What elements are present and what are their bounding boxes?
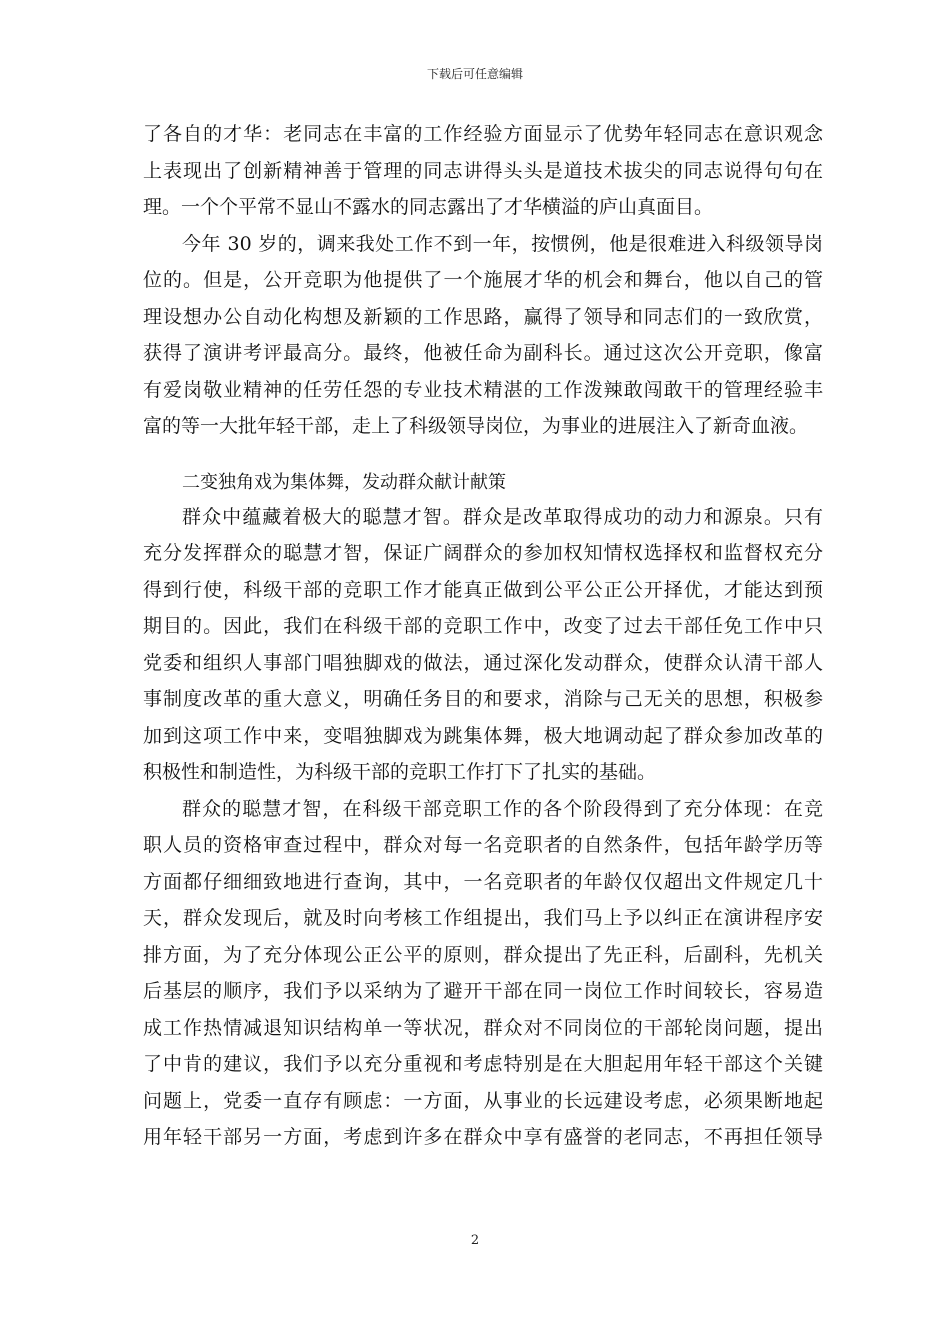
page-header: 下载后可任意编辑 — [426, 67, 523, 81]
paragraph-line: 今年 30 岁的，调来我处工作不到一年，按惯例，他是很难进入科级领导岗 — [182, 232, 823, 255]
paragraph-line: 期目的。因此，我们在科级干部的竞职工作中，改变了过去干部任免工作中只 — [143, 615, 823, 637]
paragraph-line: 问题上，党委一直存有顾虑：一方面，从事业的长远建设考虑，必须果断地起 — [143, 1089, 823, 1112]
paragraph-line: 用年轻干部另一方面，考虑到许多在群众中享有盛誉的老同志，不再担任领导 — [143, 1126, 823, 1148]
paragraph-line: 方面都仔细细致地进行查询，其中，一名竞职者的年龄仅仅超出文件规定几十 — [143, 870, 823, 893]
paragraph-line: 位的。但是，公开竞职为他提供了一个施展才华的机会和舞台，他以自己的管 — [143, 269, 823, 291]
paragraph-line: 理设想办公自动化构想及新颖的工作思路，赢得了领导和同志们的一致欣赏， — [143, 305, 823, 328]
paragraph-line: 得到行使，科级干部的竞职工作才能真正做到公平公正公开择优，才能达到预 — [143, 578, 823, 601]
paragraph-spacer — [143, 445, 823, 467]
paragraph-line: 党委和组织人事部门唱独脚戏的做法，通过深化发动群众，使群众认清干部人 — [143, 651, 823, 674]
paragraph-line: 上表现出了创新精神善于管理的同志讲得头头是道技术拔尖的同志说得句句在 — [143, 159, 823, 182]
paragraph-line: 后基层的顺序，我们予以采纳为了避开干部在同一岗位工作时间较长，容易造 — [143, 980, 823, 1002]
paragraph-line: 事制度改革的重大意义，明确任务目的和要求，消除与己无关的思想，积极参 — [143, 688, 823, 710]
document-body — [143, 116, 823, 1156]
paragraph-line: 了各自的才华：老同志在丰富的工作经验方面显示了优势年轻同志在意识观念 — [143, 123, 823, 145]
paragraph-line: 职人员的资格审查过程中，群众对每一名竞职者的自然条件，包括年龄学历等 — [143, 834, 823, 856]
paragraph-line: 排方面，为了充分体现公正公平的原则，群众提出了先正科，后副科，先机关 — [143, 943, 823, 966]
paragraph-line: 积极性和制造性，为科级干部的竞职工作打下了扎实的基础。 — [143, 761, 657, 783]
paragraph-3 — [143, 499, 823, 791]
paragraph-line: 充分发挥群众的聪慧才智，保证广阔群众的参加权知情权选择权和监督权充分 — [143, 542, 823, 564]
paragraph-line: 天，群众发现后，就及时向考核工作组提出，我们马上予以纠正在演讲程序安 — [143, 907, 823, 929]
paragraph-line: 富的等一大批年轻干部，走上了科级领导岗位，为事业的进展注入了新奇血液。 — [143, 415, 809, 437]
paragraph-1 — [143, 116, 823, 226]
paragraph-4 — [143, 791, 823, 1156]
paragraph-2 — [143, 226, 823, 445]
paragraph-line: 成工作热情减退知识结构单一等状况，群众对不同岗位的干部轮岗问题，提出 — [143, 1016, 823, 1039]
paragraph-line: 群众的聪慧才智，在科级干部竞职工作的各个阶段得到了充分体现：在竞 — [182, 797, 823, 820]
paragraph-line: 有爱岗敬业精神的任劳任怨的专业技术精湛的工作泼辣敢闯敢干的管理经验丰 — [143, 378, 823, 401]
page-number: 2 — [470, 1233, 480, 1248]
paragraph-line: 理。一个个平常不显山不露水的同志露出了才华横溢的庐山真面目。 — [143, 196, 714, 218]
paragraph-line: 了中肯的建议，我们予以充分重视和考虑特别是在大胆起用年轻干部这个关键 — [143, 1053, 823, 1075]
section-heading: 二变独角戏为集体舞，发动群众献计献策 — [182, 471, 506, 493]
paragraph-line: 获得了演讲考评最高分。最终，他被任命为副科长。通过这次公开竞职，像富 — [143, 342, 823, 364]
paragraph-line: 群众中蕴藏着极大的聪慧才智。群众是改革取得成功的动力和源泉。只有 — [182, 505, 823, 528]
paragraph-line: 加到这项工作中来，变唱独脚戏为跳集体舞，极大地调动起了群众参加改革的 — [143, 724, 823, 747]
